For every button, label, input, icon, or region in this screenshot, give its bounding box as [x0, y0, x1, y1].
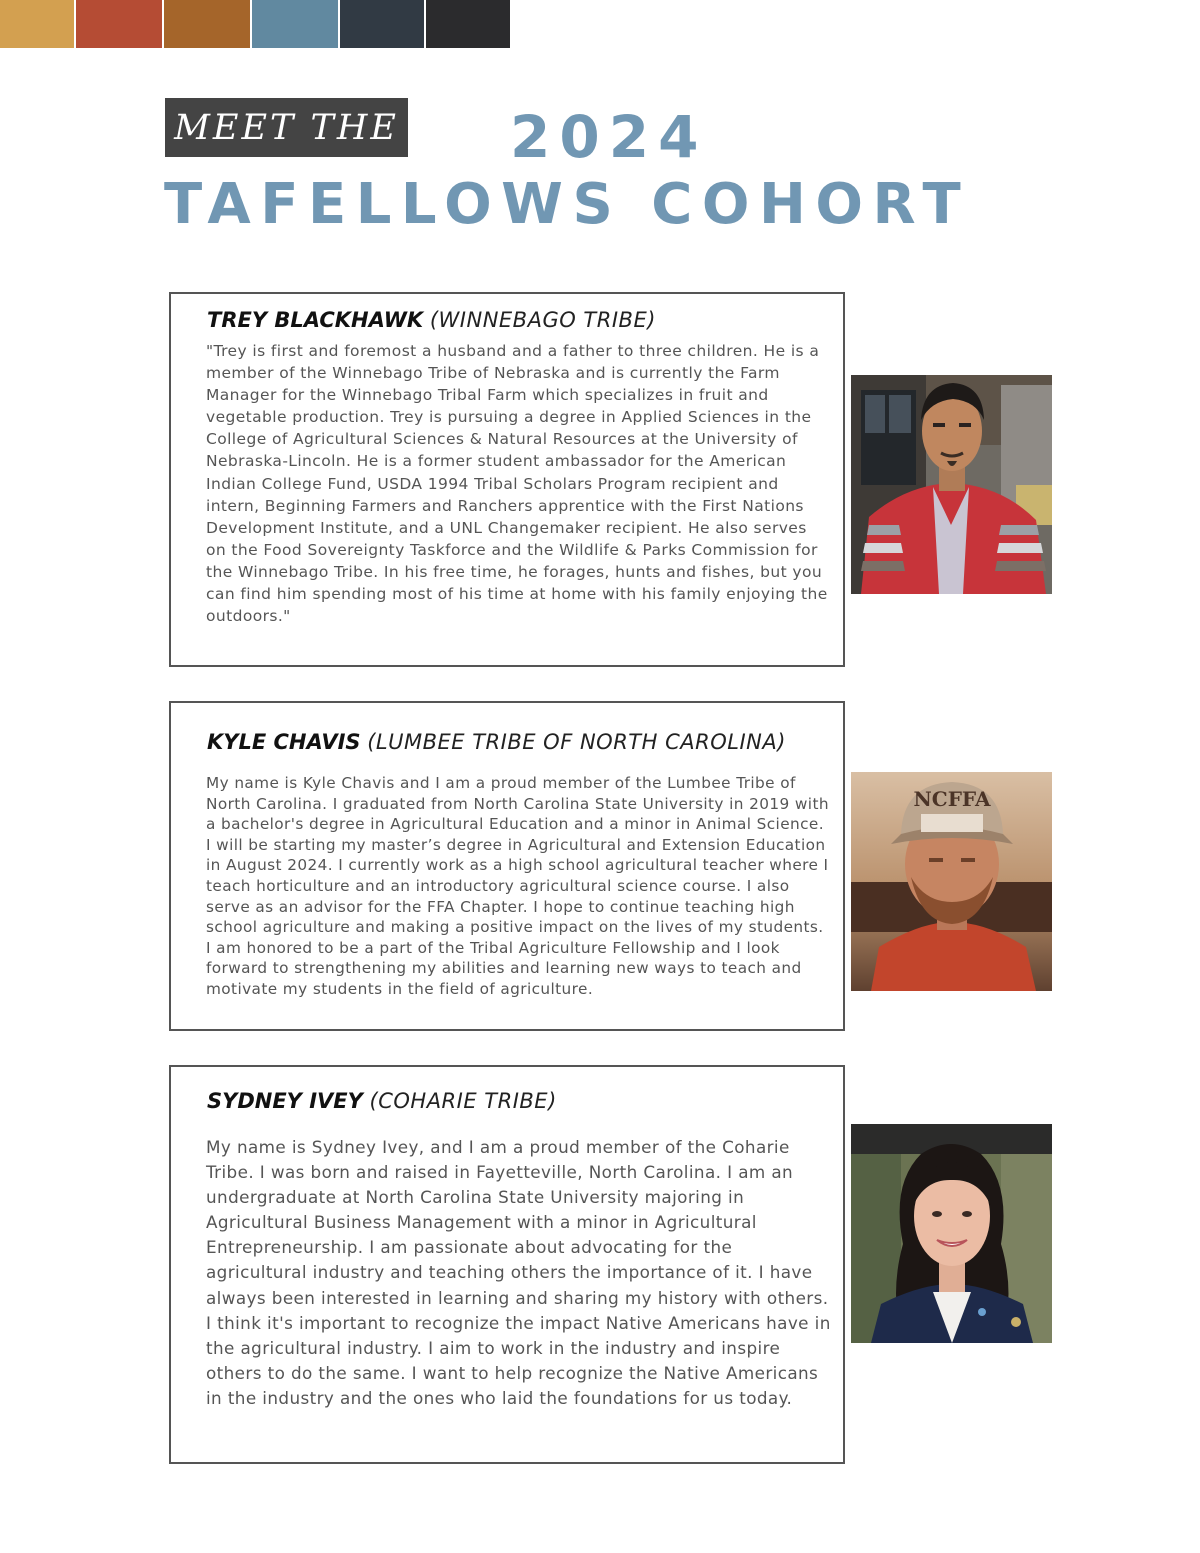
page-title: TAFELLOWS COHORT: [164, 172, 971, 237]
meet-the-text: MEET THE: [174, 107, 399, 148]
fellow-photo-kyle-chavis: [851, 772, 1052, 991]
swatch-blue: [252, 0, 338, 48]
page-year: 2024: [510, 103, 708, 171]
fellow-heading: [207, 308, 656, 332]
fellow-heading: [207, 730, 786, 754]
fellow-bio: "Trey is first and foremost a husband and a father to three children. He is a member of the Winnebago Tribe of Nebraska and is currently the Farm Manager for the Winnebago Tribal Farm which specializes in fruit and vegetable production. Trey is pursuing a degree in Applied Sciences in the College of Agricultural Sciences & Natural Resources at the University of Nebraska-Lincoln. He is a former student ambassador for the American Indian College Fund, USDA 1994 Tribal Scholars Program recipient and intern, Beginning Farmers and Ranchers apprentice with the First Nations Development Institute, and a UNL Changemaker recipient. He also serves on the Food Sovereignty Taskforce and the Wildlife & Parks Commission for the Winnebago Tribe. In his free time, he forages, hunts and fishes, but you can find him spending most of his time at home with his family enjoying the outdoors.": [206, 342, 828, 626]
fellow-tribe: (WINNEBAGO TRIBE): [429, 308, 656, 332]
swatch-red: [76, 0, 162, 48]
fellow-photo-sydney-ivey: [851, 1124, 1052, 1343]
swatch-slate: [340, 0, 424, 48]
fellow-bio: My name is Sydney Ivey, and I am a proud member of the Coharie Tribe. I was born and raised in Fayetteville, North Carolina. I am an undergraduate at North Carolina State University majoring in Agricultural Business Management with a minor in Agricultural Entrepreneurship. I am passionate about advocating for the agricultural industry and teaching others the importance of it. I have always been interested in learning and sharing my history with others. I think it's important to recognize the impact Native Americans have in the agricultural industry. I aim to work in the industry and inspire others to do the same. I want to help recognize the Native Americans in the industry and the ones who laid the foundations for us today.: [206, 1137, 831, 1408]
fellow-card-kyle-chavis: [169, 701, 845, 1031]
portrait-illustration: [851, 1124, 1052, 1343]
fellow-photo-trey-blackhawk: [851, 375, 1052, 594]
swatch-brown: [164, 0, 250, 48]
portrait-illustration: [851, 772, 1052, 991]
meet-the-label: [165, 98, 408, 157]
fellow-card-trey-blackhawk: [169, 292, 845, 667]
cap-logo-text: NCFFA: [913, 787, 991, 811]
fellow-heading: [207, 1089, 557, 1113]
color-swatch-strip: [0, 0, 510, 48]
fellow-name: KYLE CHAVIS: [207, 730, 361, 754]
swatch-gold: [0, 0, 74, 48]
fellow-bio: My name is Kyle Chavis and I am a proud member of the Lumbee Tribe of North Carolina. I graduated from North Carolina State University in 2019 with a bachelor's degree in Agricultural Education and a minor in Animal Science. I will be starting my master’s degree in Agricultural and Extension Education in August 2024. I currently work as a high school agricultural teacher where I teach horticulture and an introductory agricultural science course. I also serve as an advisor for the FFA Chapter. I hope to continue teaching high school agriculture and making a positive impact on the lives of my students. I am honored to be a part of the Tribal Agriculture Fellowship and I look forward to strengthening my abilities and learning new ways to teach and motivate my students in the field of agriculture.: [206, 774, 829, 998]
fellow-name: TREY BLACKHAWK: [207, 308, 424, 332]
fellow-name: SYDNEY IVEY: [207, 1089, 363, 1113]
fellow-tribe: (COHARIE TRIBE): [369, 1089, 557, 1113]
swatch-charcoal: [426, 0, 510, 48]
fellow-card-sydney-ivey: [169, 1065, 845, 1464]
portrait-illustration: [851, 375, 1052, 594]
fellow-tribe: (LUMBEE TRIBE OF NORTH CAROLINA): [367, 730, 786, 754]
